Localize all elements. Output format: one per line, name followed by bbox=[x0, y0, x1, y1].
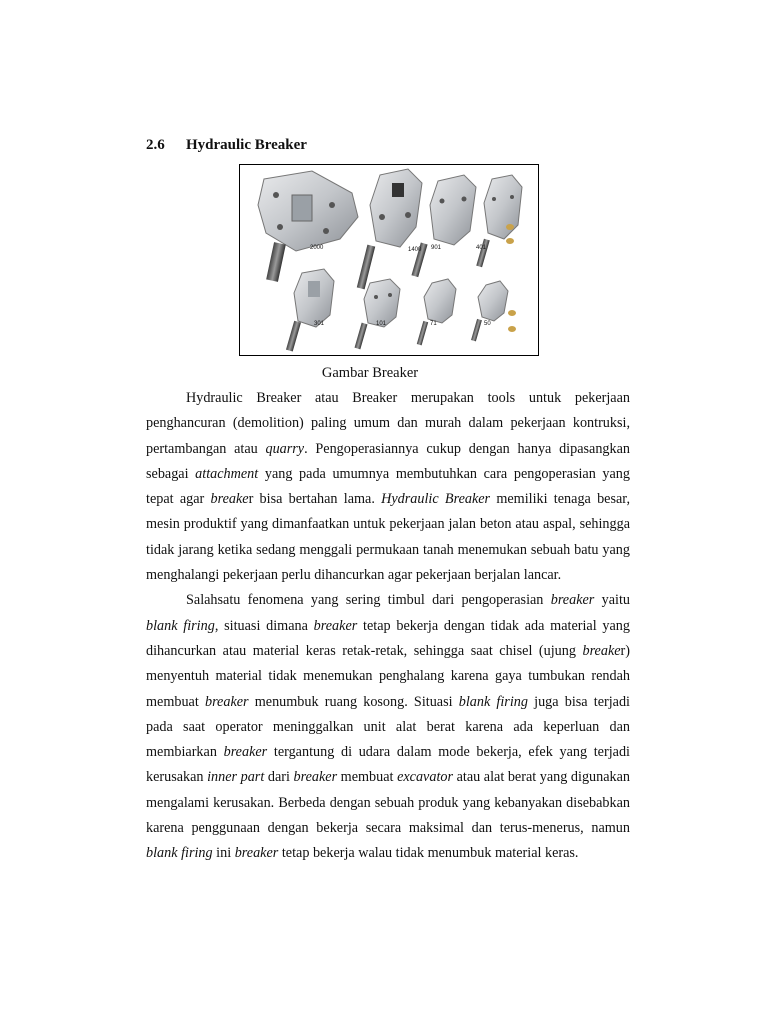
italic-run: quarry bbox=[265, 440, 305, 457]
italic-run: inner part bbox=[207, 769, 265, 786]
text-run: dari bbox=[264, 769, 294, 786]
body-text bbox=[146, 386, 630, 867]
text-run: tetap bekerja walau tidak menumbuk material keras. bbox=[278, 845, 579, 862]
paragraph-1 bbox=[146, 386, 630, 588]
italic-run: breake bbox=[582, 642, 621, 659]
model-label: 301 bbox=[314, 321, 325, 327]
italic-run: breake bbox=[210, 491, 249, 508]
text-run: Hydraulic Breaker atau Breaker merupakan tools untuk pekerjaan penghancuran (demolition) paling umum dan murah dalam pekerjaan kontruksi, pertambangan atau bbox=[146, 390, 630, 457]
text-run: tergantung di udara dalam mode bekerja, efek yang terjadi kerusakan bbox=[146, 744, 630, 786]
figure-caption: Gambar Breaker bbox=[321, 365, 419, 381]
model-label: 401 bbox=[476, 245, 487, 251]
text-run: memiliki tenaga besar, mesin produktif yang dimanfaatkan untuk pekerjaan jalan beton atau aspal, sehingga tidak jarang ketika sedang menggali permukaan tanah menemukan sebuah batu yang menghalangi pekerjaan perlu dihancurkan agar pekerjaan berjalan lancar. bbox=[146, 491, 630, 584]
text-run: r bisa bertahan lama. bbox=[248, 491, 382, 508]
section-heading bbox=[146, 137, 307, 154]
italic-run: attachment bbox=[195, 465, 259, 482]
model-label: 101 bbox=[376, 321, 387, 327]
italic-run: Hydraulic Breaker bbox=[381, 491, 491, 508]
section-title: Hydraulic Breaker bbox=[186, 137, 307, 153]
italic-run: blank firing bbox=[458, 693, 528, 710]
breaker-301-image bbox=[286, 269, 334, 352]
text-run: , situasi dimana bbox=[214, 617, 314, 634]
text-run: Salahsatu fenomena yang sering timbul dari pengoperasian bbox=[186, 592, 551, 609]
breaker-2000-image bbox=[258, 171, 358, 282]
model-label: 1400 bbox=[408, 247, 422, 253]
model-label: 2000 bbox=[310, 245, 324, 251]
breaker-illustration bbox=[240, 165, 538, 355]
text-run: membuat bbox=[337, 769, 398, 786]
italic-run: breaker bbox=[550, 592, 595, 609]
breaker-figure bbox=[239, 164, 539, 356]
breaker-71-image bbox=[417, 279, 456, 345]
text-run: menumbuk ruang kosong. Situasi bbox=[248, 693, 459, 710]
italic-run: breaker bbox=[293, 769, 338, 786]
breaker-50-image bbox=[471, 281, 516, 341]
italic-run: blank firing bbox=[146, 845, 213, 862]
breaker-101-image bbox=[355, 279, 400, 349]
italic-run: breaker bbox=[313, 617, 358, 634]
text-run: atau alat berat yang digunakan mengalami kerusakan. Berbeda dengan sebuah produk yang kebanyakan disebabkan karena penggunaan dengan bekerja secara maksimal dan terus-menerus, namun bbox=[146, 769, 631, 837]
text-run: . Pengoperasiannya cukup dengan hanya dipasangkan sebagai bbox=[146, 440, 630, 482]
text-run: yaitu bbox=[594, 592, 630, 609]
italic-run: blank firing bbox=[146, 617, 215, 634]
italic-run: breaker bbox=[223, 744, 268, 761]
model-label: 50 bbox=[484, 321, 491, 327]
model-label: 71 bbox=[430, 321, 437, 327]
breaker-401-image bbox=[476, 175, 522, 267]
text-run: tetap bekerja dengan tidak ada material yang dihancurkan atau material keras retak-retak, sehingga saat chisel (ujung bbox=[146, 617, 630, 659]
text-run: juga bisa terjadi pada saat operator meninggalkan unit alat berat karena ada keperluan dan membiarkan bbox=[146, 693, 630, 761]
model-label: 901 bbox=[431, 245, 442, 251]
text-run: yang pada umumnya membutuhkan cara pengoperasian yang tepat agar bbox=[146, 465, 630, 508]
paragraph-2 bbox=[146, 588, 630, 866]
text-run: r) menyentuh material tidak menemukan penghalang karena gaya tumbukan rendah membuat bbox=[146, 642, 630, 710]
breaker-1400-image bbox=[357, 169, 422, 289]
italic-run: breaker bbox=[234, 845, 279, 862]
italic-run: excavator bbox=[397, 769, 453, 786]
text-run: ini bbox=[212, 845, 235, 862]
italic-run: breaker bbox=[204, 693, 249, 710]
section-number: 2.6 bbox=[146, 137, 165, 153]
